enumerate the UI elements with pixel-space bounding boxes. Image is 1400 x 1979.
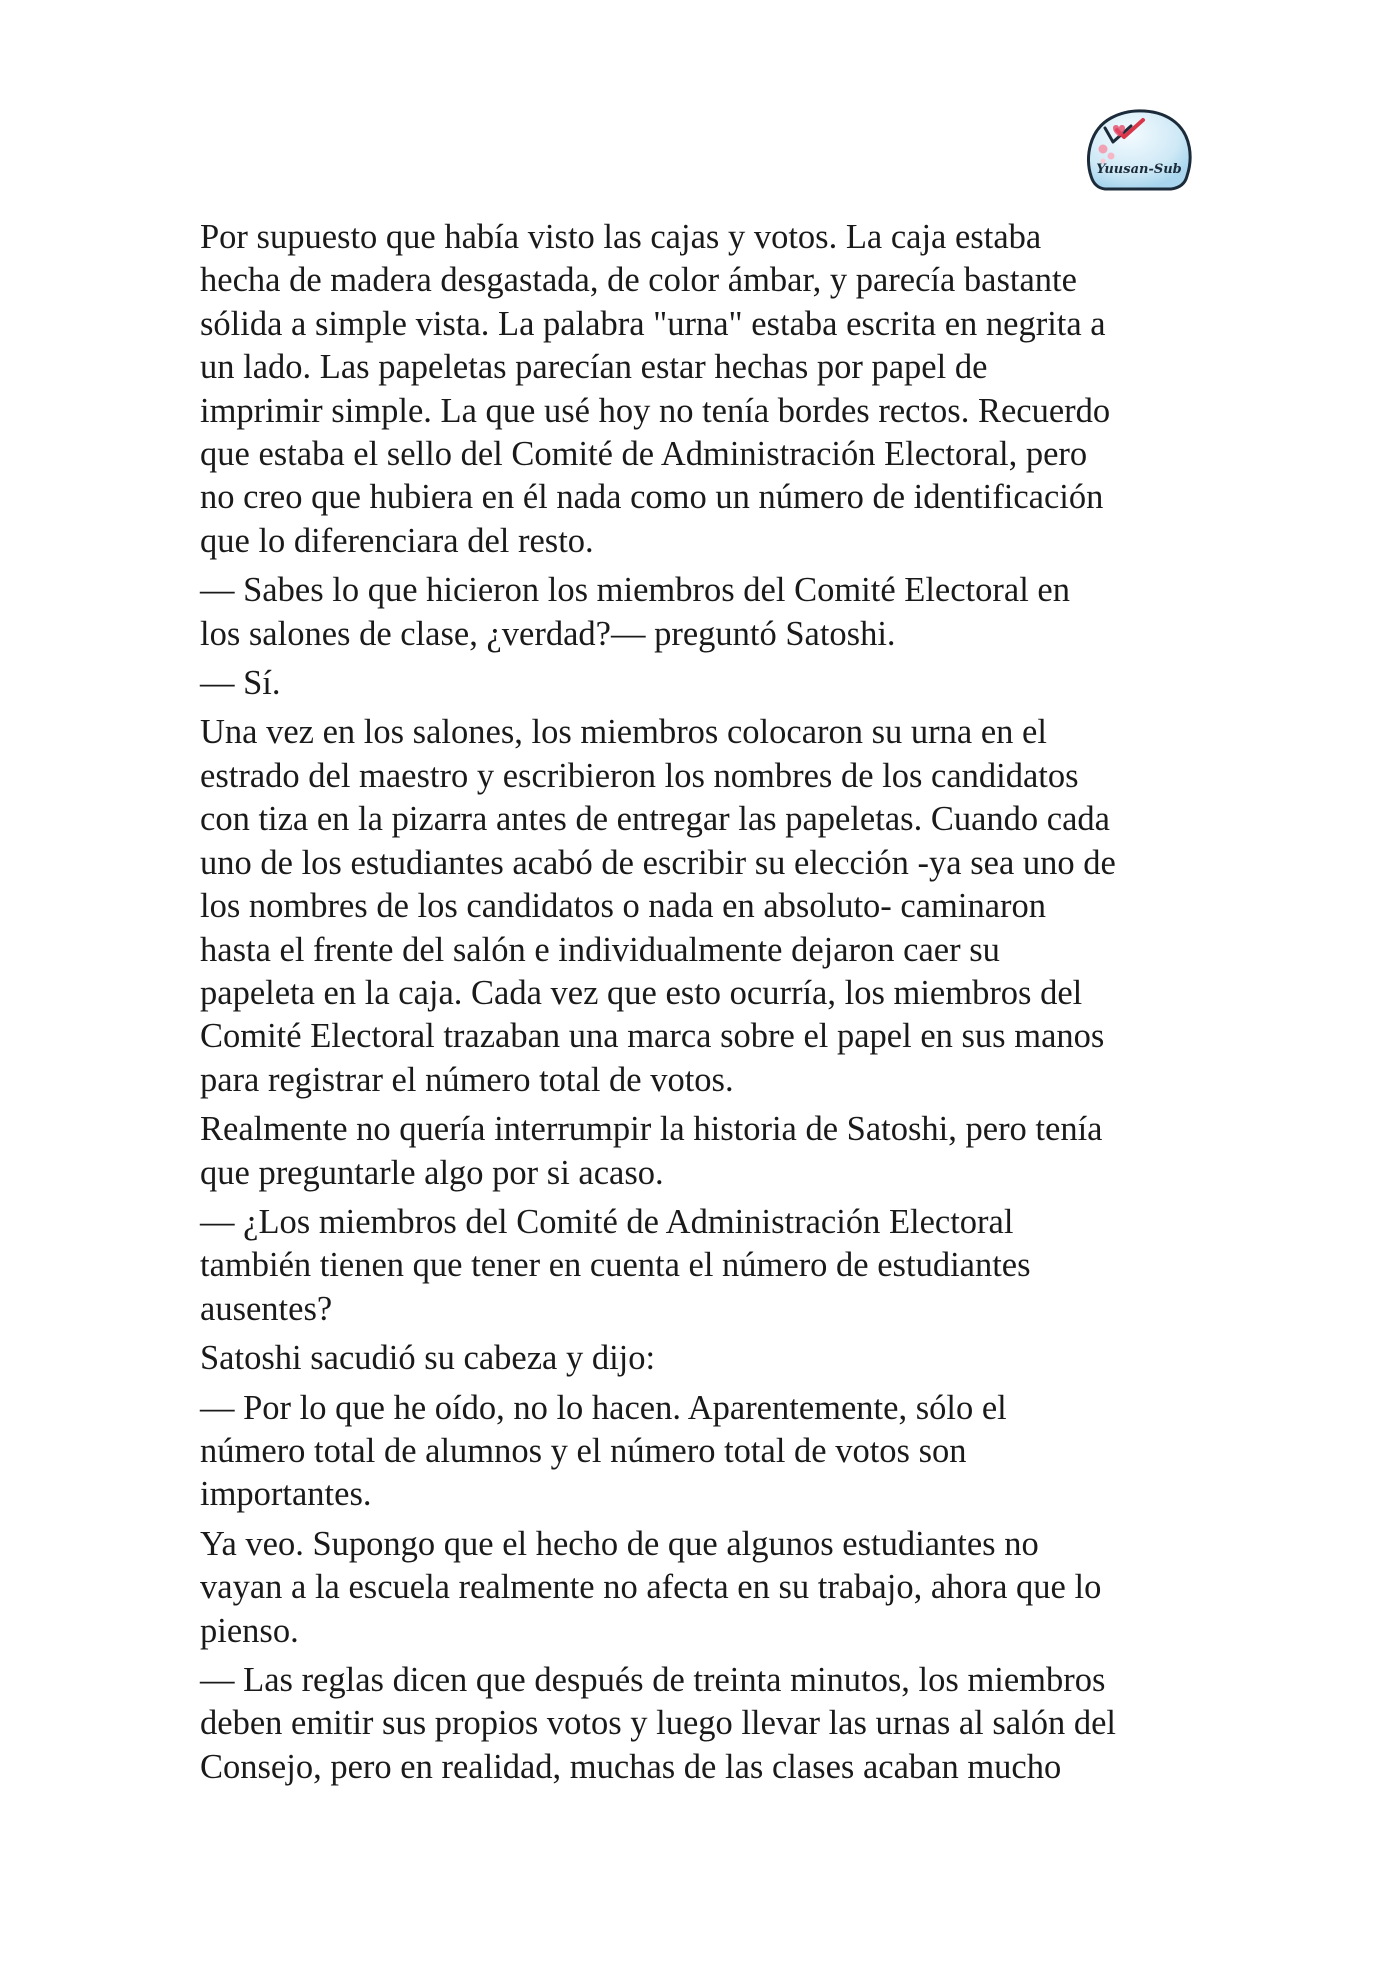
logo-text: Yuusan-Sub	[1096, 162, 1182, 177]
paragraph-interrupt: Realmente no quería interrumpir la historia de Satoshi, pero tenía que preguntarle algo por si acaso.	[200, 1110, 1103, 1192]
paragraph-satoshi-shakes-head: Satoshi sacudió su cabeza y dijo:	[200, 1339, 656, 1378]
paragraph-satoshi-question: — Sabes lo que hicieron los miembros del Comité Electoral en los salones de clase, ¿verdad?— preguntó Satoshi.	[200, 571, 1070, 653]
checkmark-heart-badge-icon	[1083, 106, 1195, 198]
yuusan-sub-logo	[1083, 106, 1195, 198]
paragraph-classroom-procedure: Una vez en los salones, los miembros colocaron su urna en el estrado del maestro y escribieron los nombres de los candidatos con tiza en la pizarra antes de entregar las papeletas. Cuando cada uno de los estudiantes acabó de escribir su elección -ya sea uno de los nombres de los candidatos o nada en absoluto- caminaron hasta el frente del salón e individualmente dejaron caer su papeleta en la caja. Cada vez que esto ocurría, los miembros del Comité Electoral trazaban una marca sobre el papel en sus manos para registrar el número total de votos.	[200, 713, 1116, 1099]
paragraph-absent-question: — ¿Los miembros del Comité de Administración Electoral también tienen que tener en cuenta el número de estudiantes ausentes?	[200, 1202, 1031, 1328]
paragraph-ballot-boxes: Por supuesto que había visto las cajas y votos. La caja estaba hecha de madera desgastada, de color ámbar, y parecía bastante sólida a simple vista. La palabra "urna" estaba escrita en negrita a un lado. Las papeletas parecían estar hechas por papel de imprimir simple. La que usé hoy no tenía bordes rectos. Recuerdo que estaba el sello del Comité de Administración Electoral, pero no creo que hubiera en él nada como un número de identificación que lo diferenciara del resto.	[200, 218, 1111, 560]
paragraph-rules: — Las reglas dicen que después de treinta minutos, los miembros deben emitir sus propios votos y luego llevar las urnas al salón del Consejo, pero en realidad, muchas de las clases acaban mucho	[200, 1661, 1116, 1786]
document-body	[200, 216, 1210, 1795]
paragraph-total-votes: — Por lo que he oído, no lo hacen. Aparentemente, sólo el número total de alumnos y el número total de votos son importantes.	[200, 1388, 1007, 1514]
paragraph-reply-yes: — Sí.	[200, 664, 281, 703]
paragraph-i-see: Ya veo. Supongo que el hecho de que algunos estudiantes no vayan a la escuela realmente no afecta en su trabajo, ahora que lo pienso.	[200, 1524, 1102, 1650]
